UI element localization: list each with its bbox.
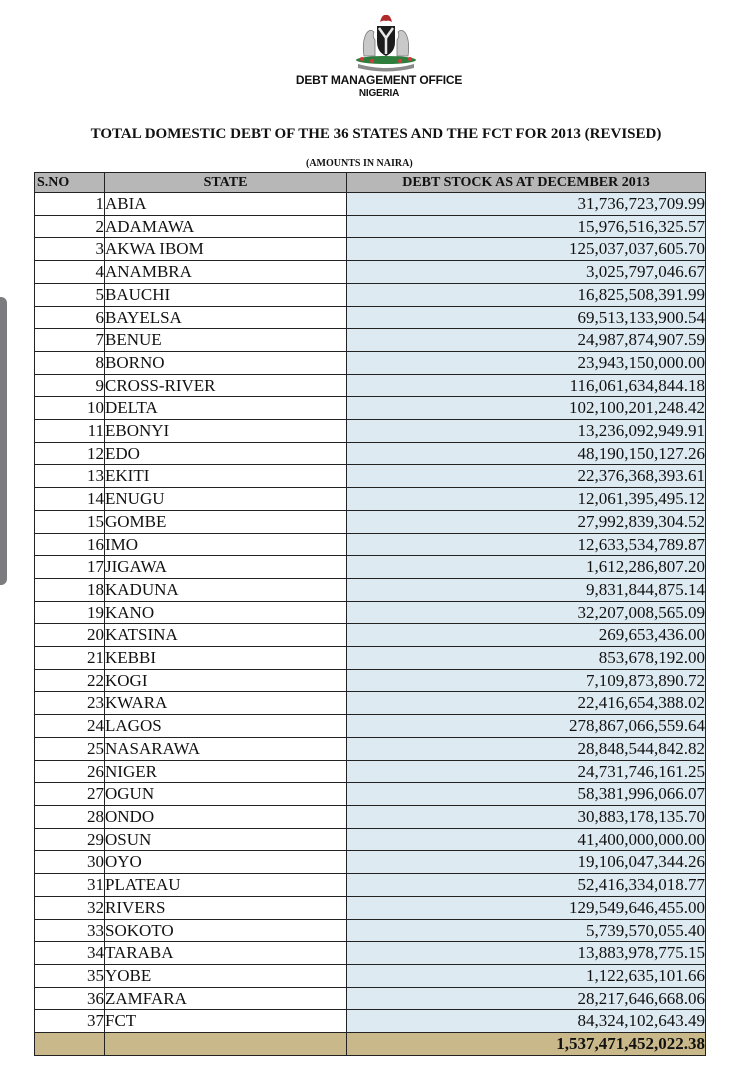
table-row — [35, 533, 706, 556]
debt-amount-cell: 853,678,192.00 — [347, 647, 706, 670]
debt-amount-cell: 19,106,047,344.26 — [347, 851, 706, 874]
state-cell: KWARA — [105, 692, 347, 715]
state-cell: YOBE — [105, 964, 347, 987]
state-cell: OGUN — [105, 783, 347, 806]
state-cell: NIGER — [105, 760, 347, 783]
table-row — [35, 510, 706, 533]
sno-cell: 30 — [35, 851, 105, 874]
column-header-state: STATE — [105, 173, 347, 193]
table-row — [35, 805, 706, 828]
sno-cell: 19 — [35, 601, 105, 624]
debt-amount-cell: 22,416,654,388.02 — [347, 692, 706, 715]
debt-amount-cell: 24,987,874,907.59 — [347, 329, 706, 352]
sno-cell: 23 — [35, 692, 105, 715]
sno-cell: 29 — [35, 828, 105, 851]
table-row — [35, 942, 706, 965]
sno-cell: 17 — [35, 556, 105, 579]
state-cell: AKWA IBOM — [105, 238, 347, 261]
sno-cell: 24 — [35, 715, 105, 738]
table-row — [35, 828, 706, 851]
state-cell: PLATEAU — [105, 874, 347, 897]
sno-cell: 3 — [35, 238, 105, 261]
total-row — [35, 1033, 706, 1056]
debt-amount-cell: 58,381,996,066.07 — [347, 783, 706, 806]
state-cell: OSUN — [105, 828, 347, 851]
state-cell: FCT — [105, 1010, 347, 1033]
debt-amount-cell: 28,848,544,842.82 — [347, 737, 706, 760]
debt-amount-cell: 125,037,037,605.70 — [347, 238, 706, 261]
sno-cell: 12 — [35, 442, 105, 465]
table-row — [35, 351, 706, 374]
table-row — [35, 919, 706, 942]
table-row — [35, 987, 706, 1010]
state-cell: LAGOS — [105, 715, 347, 738]
sno-cell: 26 — [35, 760, 105, 783]
sno-cell: 33 — [35, 919, 105, 942]
debt-amount-cell: 52,416,334,018.77 — [347, 874, 706, 897]
table-row — [35, 669, 706, 692]
sno-cell: 11 — [35, 420, 105, 443]
debt-amount-cell: 41,400,000,000.00 — [347, 828, 706, 851]
sno-cell: 13 — [35, 465, 105, 488]
state-cell: RIVERS — [105, 896, 347, 919]
state-cell: KEBBI — [105, 647, 347, 670]
debt-amount-cell: 31,736,723,709.99 — [347, 193, 706, 216]
state-cell: KANO — [105, 601, 347, 624]
state-cell: EBONYI — [105, 420, 347, 443]
column-header-sno: S.NO — [35, 173, 105, 193]
debt-amount-cell: 3,025,797,046.67 — [347, 261, 706, 284]
debt-amount-cell: 278,867,066,559.64 — [347, 715, 706, 738]
debt-amount-cell: 27,992,839,304.52 — [347, 510, 706, 533]
sno-cell: 27 — [35, 783, 105, 806]
sno-cell: 20 — [35, 624, 105, 647]
table-row — [35, 737, 706, 760]
table-row — [35, 397, 706, 420]
table-row — [35, 283, 706, 306]
sno-cell: 22 — [35, 669, 105, 692]
debt-amount-cell: 24,731,746,161.25 — [347, 760, 706, 783]
table-row — [35, 215, 706, 238]
debt-amount-cell: 32,207,008,565.09 — [347, 601, 706, 624]
state-cell: ONDO — [105, 805, 347, 828]
state-cell: BAYELSA — [105, 306, 347, 329]
state-cell: GOMBE — [105, 510, 347, 533]
table-row — [35, 964, 706, 987]
total-state-cell — [105, 1033, 347, 1056]
sno-cell: 34 — [35, 942, 105, 965]
scroll-handle[interactable] — [0, 297, 7, 585]
table-row — [35, 760, 706, 783]
sno-cell: 2 — [35, 215, 105, 238]
debt-amount-cell: 12,061,395,495.12 — [347, 488, 706, 511]
debt-amount-cell: 13,883,978,775.15 — [347, 942, 706, 965]
table-row — [35, 465, 706, 488]
sno-cell: 31 — [35, 874, 105, 897]
debt-amount-cell: 23,943,150,000.00 — [347, 351, 706, 374]
state-cell: BENUE — [105, 329, 347, 352]
debt-amount-cell: 15,976,516,325.57 — [347, 215, 706, 238]
state-cell: CROSS-RIVER — [105, 374, 347, 397]
state-cell: DELTA — [105, 397, 347, 420]
state-cell: KATSINA — [105, 624, 347, 647]
table-body — [35, 193, 706, 1056]
sno-cell: 16 — [35, 533, 105, 556]
debt-amount-cell: 30,883,178,135.70 — [347, 805, 706, 828]
sno-cell: 15 — [35, 510, 105, 533]
country-name: NIGERIA — [358, 88, 400, 99]
debt-amount-cell: 69,513,133,900.54 — [347, 306, 706, 329]
sno-cell: 7 — [35, 329, 105, 352]
state-cell: ANAMBRA — [105, 261, 347, 284]
table-row — [35, 261, 706, 284]
debt-amount-cell: 28,217,646,668.06 — [347, 987, 706, 1010]
state-cell: IMO — [105, 533, 347, 556]
state-cell: EKITI — [105, 465, 347, 488]
debt-amount-cell: 129,549,646,455.00 — [347, 896, 706, 919]
table-row — [35, 442, 706, 465]
sno-cell: 18 — [35, 578, 105, 601]
sno-cell: 14 — [35, 488, 105, 511]
debt-amount-cell: 5,739,570,055.40 — [347, 919, 706, 942]
sno-cell: 5 — [35, 283, 105, 306]
table-header-row — [35, 173, 706, 193]
table-row — [35, 238, 706, 261]
table-row — [35, 420, 706, 443]
table-row — [35, 374, 706, 397]
table-row — [35, 851, 706, 874]
table-row — [35, 783, 706, 806]
table-row — [35, 601, 706, 624]
debt-amount-cell: 16,825,508,391.99 — [347, 283, 706, 306]
sno-cell: 1 — [35, 193, 105, 216]
table-row — [35, 193, 706, 216]
debt-table — [34, 172, 706, 1056]
total-amount-cell: 1,537,471,452,022.38 — [347, 1033, 706, 1056]
sno-cell: 4 — [35, 261, 105, 284]
table-row — [35, 556, 706, 579]
table-row — [35, 306, 706, 329]
debt-amount-cell: 116,061,634,844.18 — [347, 374, 706, 397]
sno-cell: 32 — [35, 896, 105, 919]
state-cell: BORNO — [105, 351, 347, 374]
sno-cell: 21 — [35, 647, 105, 670]
table-row — [35, 874, 706, 897]
state-cell: ADAMAWA — [105, 215, 347, 238]
sno-cell: 28 — [35, 805, 105, 828]
document-title: TOTAL DOMESTIC DEBT OF THE 36 STATES AND THE FCT FOR 2013 (REVISED) — [90, 126, 662, 142]
debt-amount-cell: 1,612,286,807.20 — [347, 556, 706, 579]
debt-amount-cell: 12,633,534,789.87 — [347, 533, 706, 556]
table-row — [35, 624, 706, 647]
state-cell: NASARAWA — [105, 737, 347, 760]
table-row — [35, 488, 706, 511]
sno-cell: 9 — [35, 374, 105, 397]
column-header-debt-stock: DEBT STOCK AS AT DECEMBER 2013 — [347, 173, 706, 193]
state-cell: JIGAWA — [105, 556, 347, 579]
debt-amount-cell: 269,653,436.00 — [347, 624, 706, 647]
org-name: DEBT MANAGEMENT OFFICE — [295, 73, 463, 87]
sno-cell: 6 — [35, 306, 105, 329]
sno-cell: 35 — [35, 964, 105, 987]
state-cell: BAUCHI — [105, 283, 347, 306]
table-row — [35, 692, 706, 715]
state-cell: OYO — [105, 851, 347, 874]
debt-amount-cell: 7,109,873,890.72 — [347, 669, 706, 692]
state-cell: TARABA — [105, 942, 347, 965]
debt-amount-cell: 1,122,635,101.66 — [347, 964, 706, 987]
state-cell: ZAMFARA — [105, 987, 347, 1010]
state-cell: KADUNA — [105, 578, 347, 601]
debt-amount-cell: 9,831,844,875.14 — [347, 578, 706, 601]
table-row — [35, 1010, 706, 1033]
debt-amount-cell: 102,100,201,248.42 — [347, 397, 706, 420]
table-row — [35, 647, 706, 670]
sno-cell: 10 — [35, 397, 105, 420]
state-cell: SOKOTO — [105, 919, 347, 942]
debt-amount-cell: 48,190,150,127.26 — [347, 442, 706, 465]
coat-of-arms-emblem — [344, 12, 428, 72]
state-cell: KOGI — [105, 669, 347, 692]
sno-cell: 37 — [35, 1010, 105, 1033]
sno-cell: 25 — [35, 737, 105, 760]
amounts-note: (AMOUNTS IN NAIRA) — [306, 158, 413, 169]
table-row — [35, 329, 706, 352]
state-cell: ENUGU — [105, 488, 347, 511]
debt-amount-cell: 84,324,102,643.49 — [347, 1010, 706, 1033]
total-sno-cell — [35, 1033, 105, 1056]
debt-amount-cell: 22,376,368,393.61 — [347, 465, 706, 488]
table-row — [35, 578, 706, 601]
state-cell: EDO — [105, 442, 347, 465]
sno-cell: 8 — [35, 351, 105, 374]
sno-cell: 36 — [35, 987, 105, 1010]
debt-amount-cell: 13,236,092,949.91 — [347, 420, 706, 443]
state-cell: ABIA — [105, 193, 347, 216]
table-row — [35, 896, 706, 919]
table-row — [35, 715, 706, 738]
